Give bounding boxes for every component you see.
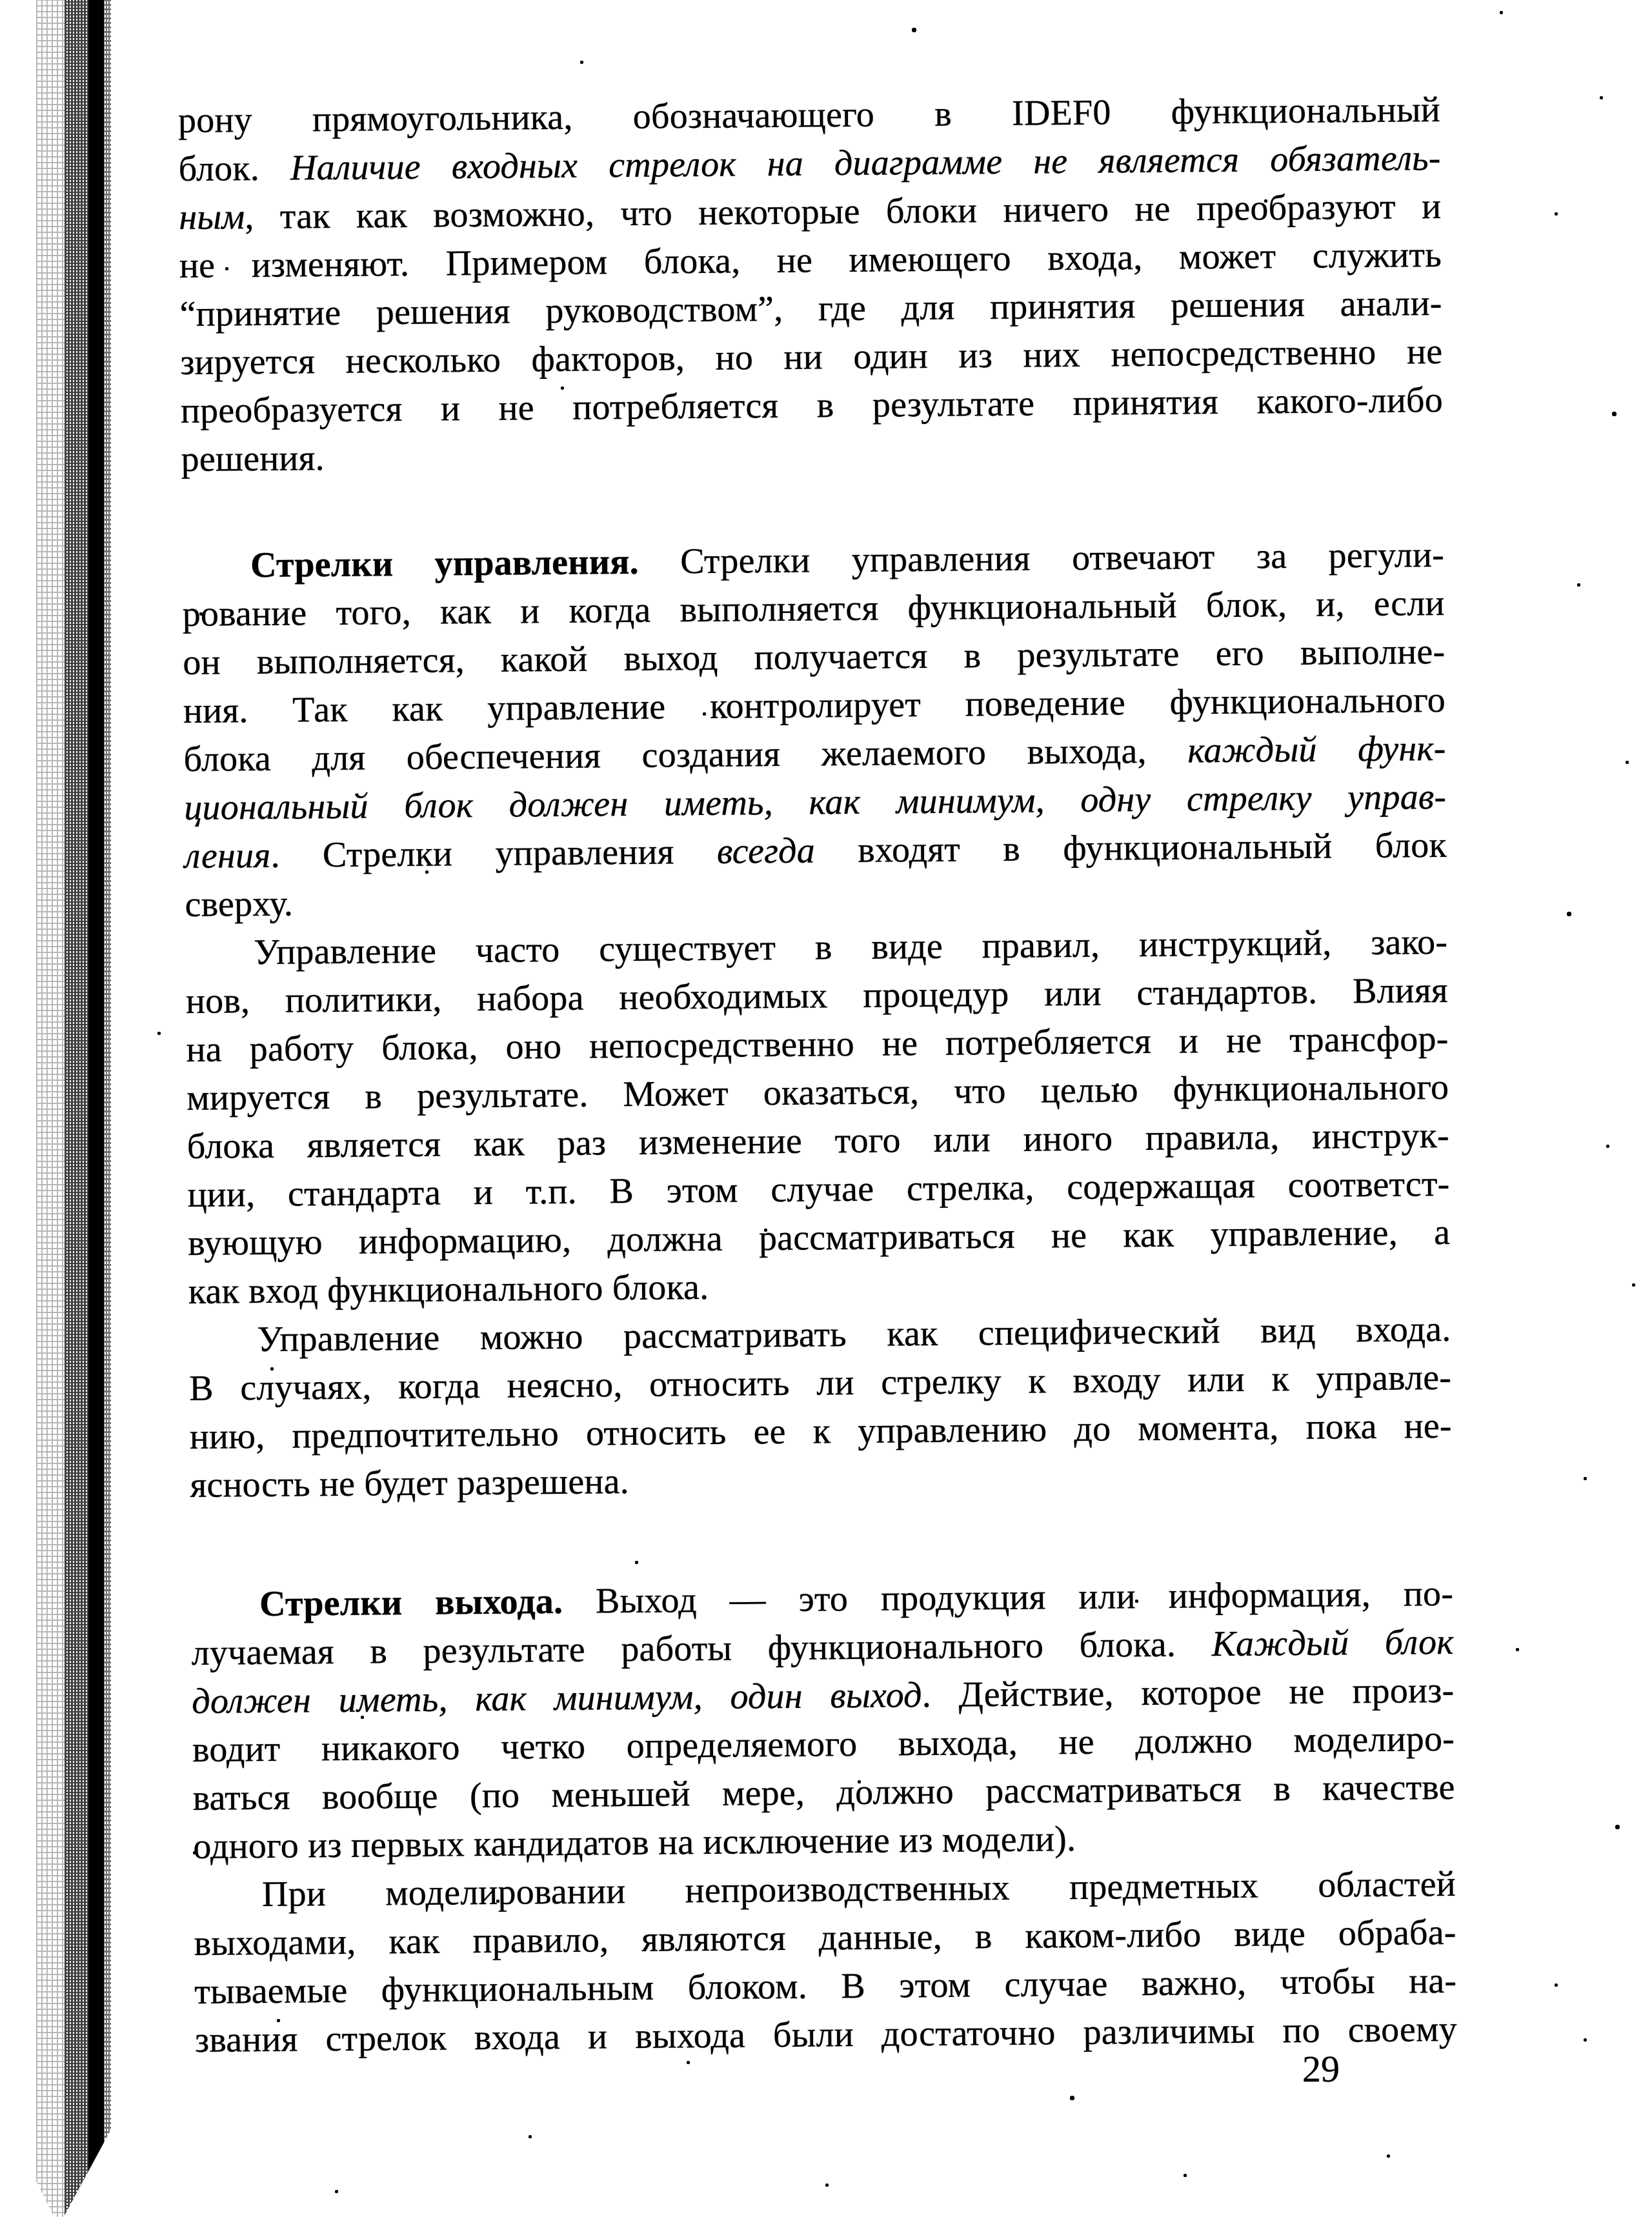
- text-run: тываемые функциональным блоком. В этом случае важно, чтобы на-: [194, 1960, 1457, 2012]
- para-control-as-input: [188, 1305, 1453, 1510]
- text-run: блока для обеспечения создания желаемого выхода,: [183, 730, 1188, 780]
- para-output-arrows: [191, 1570, 1456, 1871]
- text-line: [195, 2005, 1458, 2065]
- text-run: циональный блок должен иметь, как минимум, одну стрелку управ-: [184, 776, 1447, 828]
- binding-inner-noise: [103, 0, 111, 2219]
- text-run: сверху.: [185, 883, 294, 925]
- page-number: 29: [1302, 2048, 1340, 2090]
- text-run: В случаях, когда неясно, относить ли стрелку к входу или к управле-: [188, 1357, 1452, 1409]
- text-run: “принятие решения руководством”, где для принятия решения анали-: [179, 283, 1442, 335]
- text-run: не изменяют. Примером блока, не имеющего входа, может служить: [179, 234, 1442, 286]
- para-input-arrows-continuation: [178, 86, 1444, 484]
- text-run: он выполняется, какой выход получается в результате его выполне-: [183, 631, 1446, 683]
- binding-solid-bar: [88, 0, 104, 2219]
- text-run: одного из первых кандидатов на исключение из модели).: [193, 1819, 1076, 1867]
- text-run: . Стрелки управления: [270, 831, 718, 876]
- text-run: Стрелки управления отвечают за регули-: [638, 534, 1445, 582]
- binding-outer-noise: [36, 0, 65, 2219]
- text-run: Стрелки выхода.: [259, 1581, 563, 1625]
- text-run: ясность не будет разрешена.: [190, 1461, 630, 1505]
- text-run: Стрелки управления.: [250, 541, 640, 586]
- text-run: на работу блока, оно непосредственно не потребляется и не трансфор-: [186, 1018, 1449, 1070]
- text-run: Наличие входных стрелок на диаграмме не является обязатель-: [290, 137, 1441, 188]
- text-run: блок.: [178, 148, 291, 190]
- text-run: нов, политики, набора необходимых процедур или стандартов. Влияя: [185, 970, 1449, 1022]
- text-run: ния. Так как управление контролирует поведение функционального: [183, 679, 1446, 732]
- para-control-existence: [185, 918, 1451, 1316]
- text-run: рование того, как и когда выполняется функциональный блок, и, если: [182, 583, 1445, 635]
- text-run: Каждый блок: [1211, 1622, 1454, 1665]
- text-run: ваться вообще (по меньшей мере, должно рассматриваться в качестве: [192, 1767, 1455, 1818]
- text-run: Управление часто существует в виде правил, инструкций, зако-: [253, 921, 1448, 973]
- text-run: зируется несколько факторов, но ни один из них непосредственно не: [180, 331, 1443, 383]
- text-run: блока является как раз изменение того или иного правила, инструк-: [186, 1115, 1450, 1167]
- text-run: вующую информацию, должна рассматриваться не как управление, а: [187, 1212, 1451, 1263]
- binding-mid-noise: [65, 0, 89, 2219]
- text-run: как вход функционального блока.: [188, 1267, 709, 1312]
- text-run: Выход — это продукция или информация, по-: [562, 1573, 1454, 1622]
- para-nonproduction-modeling: [194, 1860, 1458, 2065]
- para-control-arrows: [182, 531, 1447, 929]
- text-run: ления: [184, 835, 271, 877]
- text-run: , так как возможно, что некоторые блоки ничего не преобразуют и: [245, 186, 1442, 237]
- text-run: лучаемая в результате работы функционального блока.: [191, 1624, 1212, 1673]
- text-run: звания стрелок входа и выхода были достаточно различимы по своему: [194, 2009, 1458, 2060]
- text-run: мируется в результате. Может оказаться, что целью функционального: [186, 1067, 1449, 1118]
- scanner-dust-specks: [0, 0, 2, 2]
- text-run: преобразуется и не потребляется в результате принятия какого-либо: [180, 379, 1444, 432]
- book-binding-edge: [0, 0, 123, 2219]
- text-run: . Действие, которое не произ-: [922, 1670, 1455, 1716]
- text-run: Управление можно рассматривать как специфический вид входа.: [257, 1309, 1451, 1360]
- text-run: входят в функциональный блок: [814, 825, 1447, 871]
- text-run: всегда: [716, 830, 816, 872]
- text-run: ции, стандарта и т.п. В этом случае стрелка, содержащая соответст-: [187, 1163, 1450, 1215]
- text-run: каждый функ-: [1187, 728, 1446, 771]
- text-column: [178, 86, 1458, 2065]
- text-run: должен иметь, как минимум, один выход: [192, 1675, 922, 1722]
- text-run: нию, предпочтительно относить ее к управлению до момента, пока не-: [189, 1405, 1453, 1457]
- text-run: водит никакого четко определяемого выхода, не должно моделиро-: [192, 1718, 1455, 1770]
- text-line: [190, 1451, 1453, 1510]
- text-run: рону прямоугольника, обозначающего в IDEF0 функциональный: [177, 89, 1441, 141]
- text-run: решения.: [181, 438, 325, 480]
- text-run: ным: [179, 197, 245, 238]
- text-run: При моделировании непроизводственных предметных областей: [261, 1863, 1456, 1915]
- text-run: выходами, как правило, являются данные, в каком-либо виде обраба-: [194, 1912, 1456, 1963]
